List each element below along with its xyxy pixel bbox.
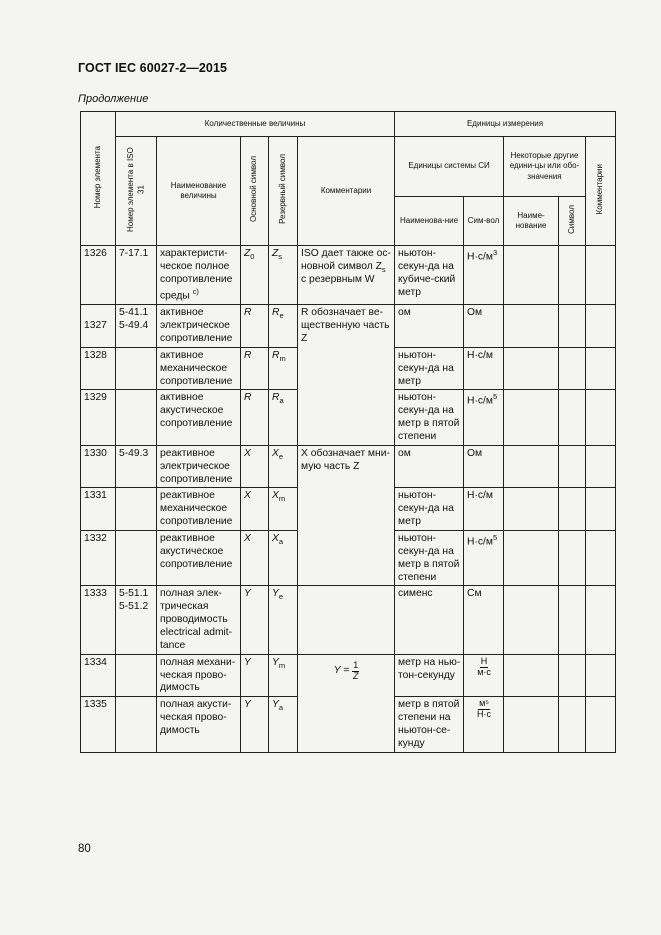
row-reserve-symbol: $R_m$ — [269, 347, 298, 390]
page-number: 80 — [78, 843, 91, 855]
row-unit-symbol: Ом — [464, 445, 504, 488]
header-item-number: Номер элемента — [81, 112, 116, 246]
table-row — [81, 445, 616, 488]
header-comments: Комментарии — [298, 137, 395, 246]
table-row — [81, 347, 616, 390]
row-comment: X обозначает мни-мую часть Z — [298, 445, 395, 488]
row-iso: 7-17.1 — [116, 246, 157, 305]
row-unit-symbol: $\frac{\text{м⁵}}{Н\cdot с}$ — [464, 697, 504, 752]
row-main-symbol: $Z_0$ — [241, 246, 269, 305]
row-name: полная механи-ческая прово-димость — [157, 654, 241, 697]
row-reserve-symbol: $Y_m$ — [269, 654, 298, 697]
row-iso: 5-41.1 5-49.4 — [116, 304, 157, 347]
row-iso — [116, 390, 157, 445]
row-name: характеристи-ческое полное сопротивление среды $^{c)}$ — [157, 246, 241, 305]
row-iso — [116, 654, 157, 697]
row-iso — [116, 697, 157, 752]
row-unit-symbol: Н·с/м — [464, 488, 504, 531]
row-unit-name: метр на нью-тон-секунду — [395, 654, 464, 697]
row-reserve-symbol: $R_a$ — [269, 390, 298, 445]
row-main-symbol: X — [241, 445, 269, 488]
quantities-table — [80, 111, 616, 753]
row-iso — [116, 347, 157, 390]
row-unit-name: сименс — [395, 586, 464, 654]
row-reserve-symbol: $Z_s$ — [269, 246, 298, 305]
row-unit-name: ом — [395, 304, 464, 347]
row-main-symbol: X — [241, 531, 269, 586]
row-main-symbol: Y — [241, 586, 269, 654]
row-number: 1330 — [81, 445, 116, 488]
row-number: 1327 — [81, 304, 116, 347]
row-unit-symbol: $Н\cdot с/м^3$ — [464, 246, 504, 305]
header-si-units: Единицы системы СИ — [395, 137, 504, 197]
row-reserve-symbol: $R_e$ — [269, 304, 298, 347]
row-number: 1331 — [81, 488, 116, 531]
table-row — [81, 246, 616, 305]
row-name: активное механическое сопротивление — [157, 347, 241, 390]
table-row — [81, 531, 616, 586]
row-name: реактивное механическое сопротивление — [157, 488, 241, 531]
row-iso: 5-51.1 5-51.2 — [116, 586, 157, 654]
row-unit-symbol: $\frac{Н}{м\cdot с}$ — [464, 654, 504, 697]
header-main-symbol: Основной символ — [241, 137, 269, 246]
row-main-symbol: R — [241, 347, 269, 390]
header-si-symbol: Сим-вол — [464, 197, 504, 246]
row-main-symbol: Y — [241, 697, 269, 752]
row-unit-name: ом — [395, 445, 464, 488]
table-row — [81, 390, 616, 445]
header-reserve-symbol: Резервный символ — [269, 137, 298, 246]
row-name: полная акусти-ческая прово-димость — [157, 697, 241, 752]
row-reserve-symbol: $X_e$ — [269, 445, 298, 488]
row-name: реактивное электрическое сопротивление — [157, 445, 241, 488]
row-name: активное электрическое сопротивление — [157, 304, 241, 347]
row-unit-name: ньютон-секун-да на метр — [395, 347, 464, 390]
row-number: 1329 — [81, 390, 116, 445]
row-iso — [116, 488, 157, 531]
row-main-symbol: R — [241, 304, 269, 347]
row-unit-name: ньютон-секун-да на метр — [395, 488, 464, 531]
header-unit-comments: Комментарии — [586, 137, 616, 246]
header-other-symbol: Символ — [559, 197, 586, 246]
row-unit-symbol: См — [464, 586, 504, 654]
row-unit-name: ньютон-секун-да на кубиче-ский метр — [395, 246, 464, 305]
table-row — [81, 488, 616, 531]
table-row — [81, 654, 616, 697]
row-number: 1328 — [81, 347, 116, 390]
row-unit-name: ньютон-секун-да на метр в пятой степени — [395, 531, 464, 586]
row-reserve-symbol: $Y_a$ — [269, 697, 298, 752]
document-header: ГОСТ IEC 60027-2—2015 — [78, 61, 228, 75]
row-unit-name: ньютон-секун-да на метр в пятой степени — [395, 390, 464, 445]
header-units-group: Единицы измерения — [395, 112, 616, 137]
continuation-label: Продолжение — [78, 93, 149, 105]
table-row — [81, 697, 616, 752]
row-number: 1335 — [81, 697, 116, 752]
header-si-name: Наименова-ние — [395, 197, 464, 246]
row-main-symbol: X — [241, 488, 269, 531]
header-quantities-group: Количественные величины — [116, 112, 395, 137]
row-unit-symbol: $Н\cdot с/м^5$ — [464, 531, 504, 586]
row-main-symbol: Y — [241, 654, 269, 697]
header-name: Наименование величины — [157, 137, 241, 246]
row-iso — [116, 531, 157, 586]
header-other-name: Наиме-нование — [504, 197, 559, 246]
row-comment: R обозначает ве-щественную часть Z — [298, 304, 395, 347]
row-reserve-symbol: $X_m$ — [269, 488, 298, 531]
table-row — [81, 304, 616, 347]
row-unit-symbol: Ом — [464, 304, 504, 347]
row-reserve-symbol: $Y_e$ — [269, 586, 298, 654]
row-unit-symbol: Н·с/м — [464, 347, 504, 390]
row-number: 1326 — [81, 246, 116, 305]
row-number: 1334 — [81, 654, 116, 697]
row-name: активное акустическое сопротивление — [157, 390, 241, 445]
row-unit-name: метр в пятой степени на ньютон-се-кунду — [395, 697, 464, 752]
row-name: реактивное акустическое сопротивление — [157, 531, 241, 586]
table-row — [81, 586, 616, 654]
row-comment: ISO дает также ос-новной символ $Z_s$ с резервным W — [298, 246, 395, 305]
row-iso: 5-49.3 — [116, 445, 157, 488]
row-name: полная элек-трическая проводимость electrical admit-tance — [157, 586, 241, 654]
admittance-formula: Y = $\frac{1}{Z}$ — [298, 654, 395, 697]
row-main-symbol: R — [241, 390, 269, 445]
header-other-units: Некоторые другие едини-цы или обо-значения — [504, 137, 586, 197]
row-number: 1333 — [81, 586, 116, 654]
header-iso-number: Номер элемента в ISO 31 — [116, 137, 157, 246]
row-reserve-symbol: $X_a$ — [269, 531, 298, 586]
row-unit-symbol: $Н\cdot с/м^5$ — [464, 390, 504, 445]
row-number: 1332 — [81, 531, 116, 586]
